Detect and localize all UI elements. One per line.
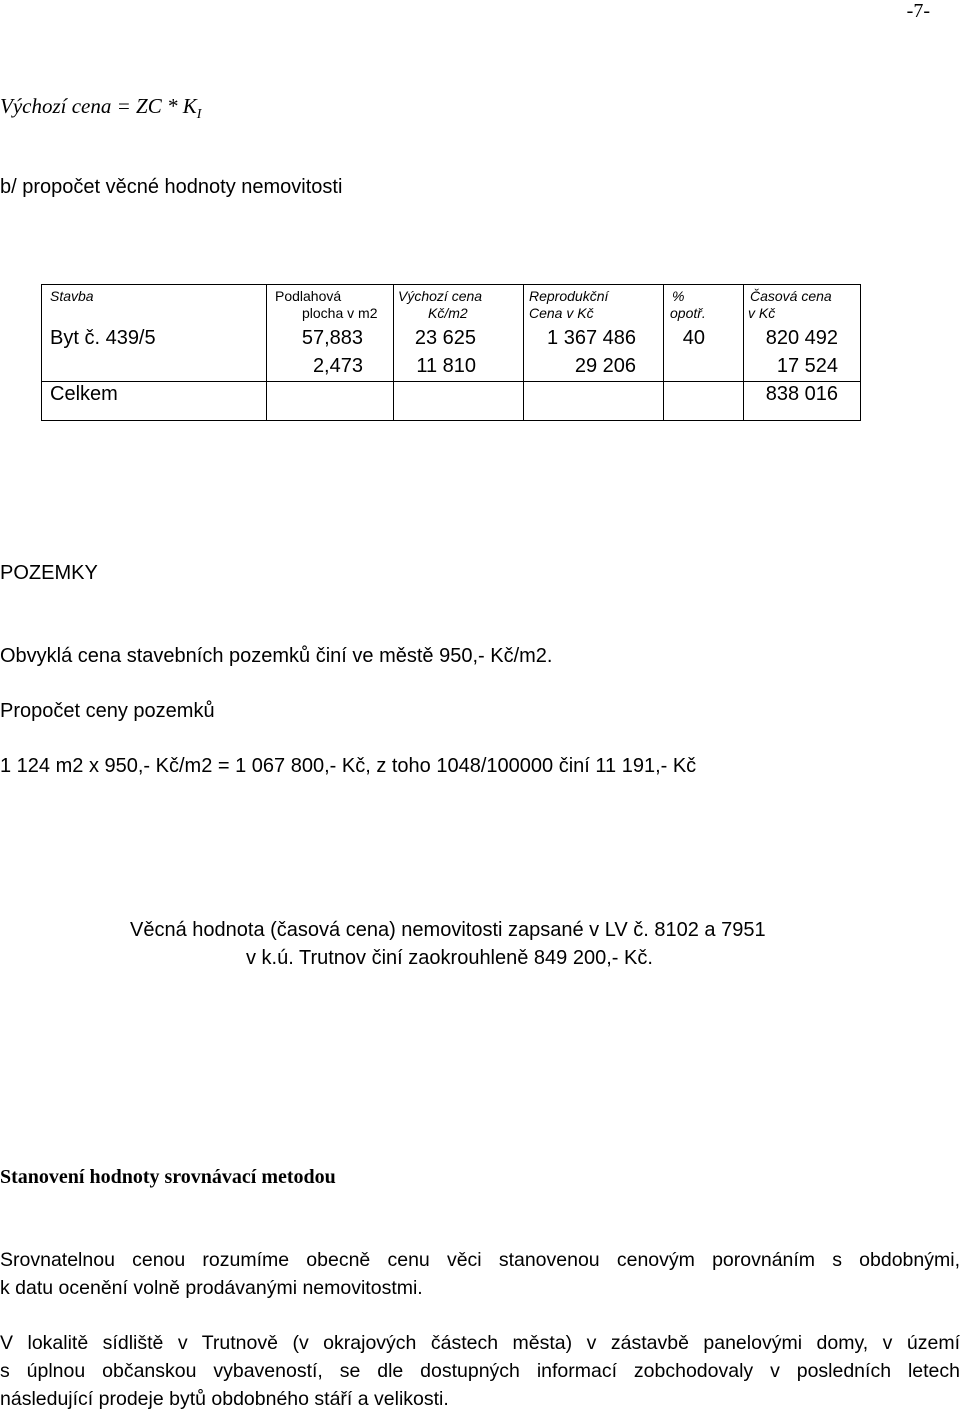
- valuation-table: [41, 284, 861, 421]
- cell-casova: 17 524: [776, 355, 838, 377]
- header-reprodukcni-1: Reprodukční: [529, 288, 609, 304]
- paragraph-line: k datu ocenění volně prodávanými nemovitostmi.: [0, 1277, 423, 1299]
- cell-casova: 820 492: [765, 327, 838, 349]
- paragraph: [0, 1329, 960, 1413]
- table-divider: [393, 285, 394, 421]
- cell-opotr: 40: [682, 327, 705, 349]
- header-opotr-1: %: [672, 288, 685, 304]
- summary-line-1: Věcná hodnota (časová cena) nemovitosti zapsané v LV č. 8102 a 7951: [130, 919, 766, 941]
- pozemky-calculation: 1 124 m2 x 950,- Kč/m2 = 1 067 800,- Kč, z toho 1048/100000 činí 11 191,- Kč: [0, 755, 697, 777]
- header-casova-1: Časová cena: [750, 288, 832, 304]
- header-stavba: Stavba: [50, 288, 94, 304]
- header-plocha-1: Podlahová: [275, 288, 342, 304]
- cell-plocha: 2,473: [312, 355, 363, 377]
- table-divider: [663, 285, 664, 421]
- total-label: Celkem: [50, 383, 118, 405]
- summary-line-2: v k.ú. Trutnov činí zaokrouhleně 849 200,- Kč.: [246, 947, 653, 969]
- header-reprodukcni-2: Cena v Kč: [529, 305, 594, 321]
- comparison-heading: Stanovení hodnoty srovnávací metodou: [0, 1166, 336, 1188]
- cell-plocha: 57,883: [301, 327, 363, 349]
- header-vychozi-2: Kč/m2: [428, 305, 468, 321]
- pozemky-heading: POZEMKY: [0, 562, 98, 584]
- pozemky-line-2: Propočet ceny pozemků: [0, 700, 215, 722]
- paragraph-line: Srovnatelnou cenou rozumíme obecně cenu věci stanovenou cenovým porovnáním s obdobnými,: [0, 1249, 960, 1271]
- paragraph: [0, 1246, 960, 1302]
- header-vychozi-1: Výchozí cena: [398, 288, 483, 304]
- cell-vychozi: 23 625: [414, 327, 476, 349]
- page-number: -7-: [906, 0, 930, 22]
- subheading: b/ propočet věcné hodnoty nemovitosti: [0, 176, 343, 198]
- paragraph-line: následující prodeje bytů obdobného stáří a velikosti.: [0, 1388, 449, 1410]
- pozemky-line-1: Obvyklá cena stavebních pozemků činí ve městě 950,- Kč/m2.: [0, 645, 553, 667]
- paragraph-line: V lokalitě sídliště v Trutnově (v okrajových částech města) v zástavbě panelovými domy, v území: [0, 1332, 960, 1354]
- cell-vychozi: 11 810: [416, 355, 476, 377]
- header-plocha-2: plocha v m2: [302, 305, 378, 321]
- cell-stavba: Byt č. 439/5: [50, 327, 156, 349]
- header-opotr-2: opotř.: [670, 305, 706, 321]
- formula-main: Výchozí cena = ZC * K: [0, 94, 197, 118]
- paragraph-line: s úplnou občanskou vybaveností, se dle dostupných informací zobchodovaly v posledních letech: [0, 1360, 960, 1382]
- table-divider: [743, 285, 744, 421]
- formula: [0, 94, 201, 123]
- table-divider: [42, 381, 860, 382]
- cell-reprodukcni: 29 206: [574, 355, 636, 377]
- formula-subscript: I: [196, 107, 202, 123]
- total-value: 838 016: [765, 383, 838, 405]
- cell-reprodukcni: 1 367 486: [547, 327, 636, 349]
- header-casova-2: v Kč: [748, 305, 776, 321]
- table-divider: [523, 285, 524, 421]
- table-divider: [266, 285, 267, 421]
